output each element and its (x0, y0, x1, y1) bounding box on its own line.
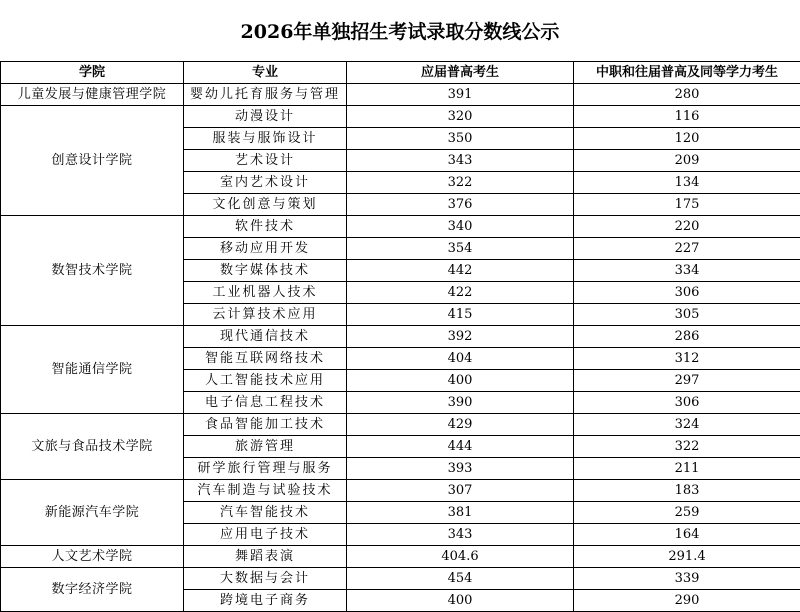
other-score-cell: 312 (574, 348, 800, 370)
fresh-score-cell: 392 (347, 326, 574, 348)
fresh-score-cell: 320 (347, 106, 574, 128)
fresh-score-cell: 381 (347, 502, 574, 524)
major-cell: 电子信息工程技术 (184, 392, 347, 414)
table-row (1, 414, 800, 436)
other-score-cell: 120 (574, 128, 800, 150)
major-cell: 艺术设计 (184, 150, 347, 172)
major-cell: 汽车制造与试验技术 (184, 480, 347, 502)
page-title: 2026年单独招生考试录取分数线公示 (0, 0, 800, 62)
table-body (1, 84, 800, 612)
fresh-score-cell: 400 (347, 370, 574, 392)
major-cell: 数字媒体技术 (184, 260, 347, 282)
fresh-score-cell: 429 (347, 414, 574, 436)
fresh-score-cell: 343 (347, 524, 574, 546)
table-row (1, 84, 800, 106)
header-vocational-and-other: 中职和往届普高及同等学力考生 (574, 62, 800, 84)
other-score-cell: 306 (574, 392, 800, 414)
other-score-cell: 220 (574, 216, 800, 238)
major-cell: 服装与服饰设计 (184, 128, 347, 150)
other-score-cell: 183 (574, 480, 800, 502)
major-cell: 动漫设计 (184, 106, 347, 128)
other-score-cell: 209 (574, 150, 800, 172)
other-score-cell: 259 (574, 502, 800, 524)
fresh-score-cell: 444 (347, 436, 574, 458)
college-cell: 数字经济学院 (1, 568, 184, 612)
major-cell: 现代通信技术 (184, 326, 347, 348)
major-cell: 研学旅行管理与服务 (184, 458, 347, 480)
fresh-score-cell: 393 (347, 458, 574, 480)
other-score-cell: 134 (574, 172, 800, 194)
table-header-row (1, 62, 800, 84)
table-row (1, 568, 800, 590)
other-score-cell: 306 (574, 282, 800, 304)
college-cell: 新能源汽车学院 (1, 480, 184, 546)
fresh-score-cell: 376 (347, 194, 574, 216)
header-major: 专业 (184, 62, 347, 84)
fresh-score-cell: 415 (347, 304, 574, 326)
major-cell: 室内艺术设计 (184, 172, 347, 194)
table-row (1, 216, 800, 238)
major-cell: 人工智能技术应用 (184, 370, 347, 392)
fresh-score-cell: 343 (347, 150, 574, 172)
header-fresh-graduates: 应届普高考生 (347, 62, 574, 84)
fresh-score-cell: 350 (347, 128, 574, 150)
fresh-score-cell: 340 (347, 216, 574, 238)
other-score-cell: 290 (574, 590, 800, 612)
college-cell: 儿童发展与健康管理学院 (1, 84, 184, 106)
table-row (1, 106, 800, 128)
other-score-cell: 211 (574, 458, 800, 480)
other-score-cell: 227 (574, 238, 800, 260)
other-score-cell: 291.4 (574, 546, 800, 568)
fresh-score-cell: 404 (347, 348, 574, 370)
major-cell: 文化创意与策划 (184, 194, 347, 216)
other-score-cell: 116 (574, 106, 800, 128)
college-cell: 文旅与食品技术学院 (1, 414, 184, 480)
major-cell: 跨境电子商务 (184, 590, 347, 612)
other-score-cell: 175 (574, 194, 800, 216)
fresh-score-cell: 354 (347, 238, 574, 260)
fresh-score-cell: 422 (347, 282, 574, 304)
other-score-cell: 297 (574, 370, 800, 392)
fresh-score-cell: 404.6 (347, 546, 574, 568)
college-cell: 智能通信学院 (1, 326, 184, 414)
other-score-cell: 339 (574, 568, 800, 590)
other-score-cell: 286 (574, 326, 800, 348)
fresh-score-cell: 390 (347, 392, 574, 414)
table-row (1, 326, 800, 348)
college-cell: 人文艺术学院 (1, 546, 184, 568)
major-cell: 婴幼儿托育服务与管理 (184, 84, 347, 106)
fresh-score-cell: 400 (347, 590, 574, 612)
major-cell: 云计算技术应用 (184, 304, 347, 326)
header-college: 学院 (1, 62, 184, 84)
fresh-score-cell: 454 (347, 568, 574, 590)
major-cell: 舞蹈表演 (184, 546, 347, 568)
college-cell: 创意设计学院 (1, 106, 184, 216)
fresh-score-cell: 307 (347, 480, 574, 502)
other-score-cell: 305 (574, 304, 800, 326)
fresh-score-cell: 391 (347, 84, 574, 106)
major-cell: 大数据与会计 (184, 568, 347, 590)
table-row (1, 546, 800, 568)
major-cell: 旅游管理 (184, 436, 347, 458)
fresh-score-cell: 442 (347, 260, 574, 282)
fresh-score-cell: 322 (347, 172, 574, 194)
other-score-cell: 334 (574, 260, 800, 282)
major-cell: 移动应用开发 (184, 238, 347, 260)
major-cell: 智能互联网络技术 (184, 348, 347, 370)
major-cell: 汽车智能技术 (184, 502, 347, 524)
major-cell: 食品智能加工技术 (184, 414, 347, 436)
major-cell: 工业机器人技术 (184, 282, 347, 304)
college-cell: 数智技术学院 (1, 216, 184, 326)
other-score-cell: 164 (574, 524, 800, 546)
other-score-cell: 280 (574, 84, 800, 106)
other-score-cell: 324 (574, 414, 800, 436)
major-cell: 软件技术 (184, 216, 347, 238)
other-score-cell: 322 (574, 436, 800, 458)
score-table (0, 61, 800, 612)
table-row (1, 480, 800, 502)
major-cell: 应用电子技术 (184, 524, 347, 546)
